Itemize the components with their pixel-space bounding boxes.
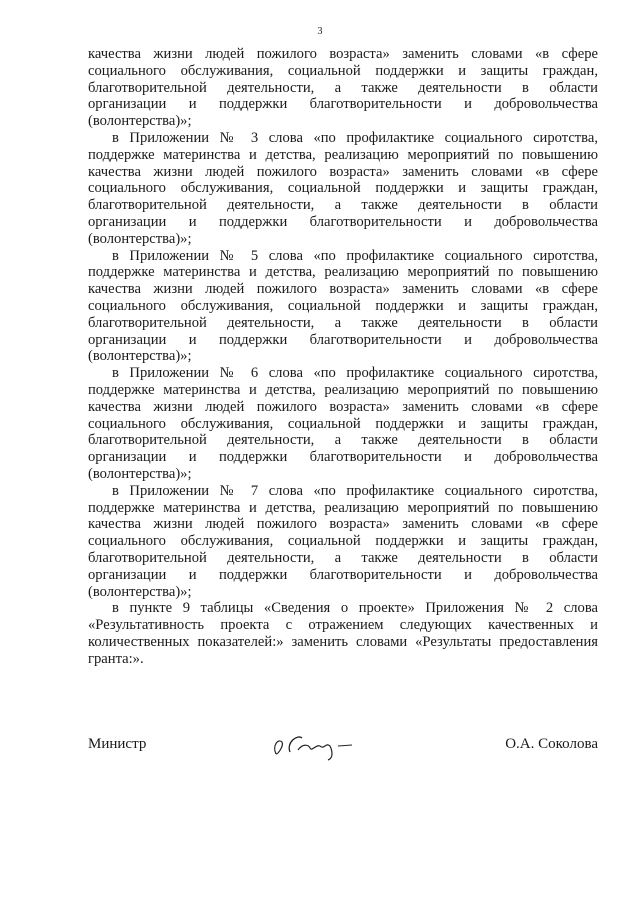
text-line: организации и поддержки благотворительности и добровольчества [88, 449, 598, 466]
text-line: благотворительной деятельности, а также деятельности в области [88, 197, 598, 214]
text-line: социального обслуживания, социальной поддержки и защиты граждан, [88, 180, 598, 197]
text-line: гранта:». [88, 650, 144, 667]
text-line: качества жизни людей пожилого возраста» заменить словами «в сфере [88, 281, 598, 298]
text-line: поддержке материнства и детства, реализацию мероприятий по повышению [88, 381, 598, 398]
text-line: организации и поддержки благотворительности и добровольчества [88, 96, 598, 113]
text-line: количественных показателей:» заменить словами «Результаты предоставления [88, 633, 598, 650]
text-line: поддержке материнства и детства, реализацию мероприятий по повышению [88, 146, 598, 163]
paragraph [88, 46, 598, 130]
text-line: (волонтерства)»; [88, 583, 192, 600]
text-line: благотворительной деятельности, а также деятельности в области [88, 549, 598, 566]
text-line: «Результативность проекта с отражением следующих качественных и [88, 617, 598, 634]
paragraph [88, 130, 598, 248]
signatory-title: Министр [88, 736, 147, 752]
text-line: качества жизни людей пожилого возраста» заменить словами «в сфере [88, 163, 598, 180]
text-line: в пункте 9 таблицы «Сведения о проекте» Приложения № 2 слова [112, 600, 598, 617]
signature-block [88, 728, 598, 758]
text-line: в Приложении № 6 слова «по профилактике социального сиротства, [112, 365, 598, 382]
text-line: (волонтерства)»; [88, 348, 192, 365]
handwritten-signature [268, 728, 378, 762]
text-line: качества жизни людей пожилого возраста» заменить словами «в сфере [88, 46, 598, 62]
text-line: социального обслуживания, социальной поддержки и защиты граждан, [88, 533, 598, 550]
text-line: социального обслуживания, социальной поддержки и защиты граждан, [88, 297, 598, 314]
paragraph [88, 483, 598, 601]
paragraph [88, 600, 598, 667]
text-line: поддержке материнства и детства, реализацию мероприятий по повышению [88, 264, 598, 281]
text-line: качества жизни людей пожилого возраста» заменить словами «в сфере [88, 398, 598, 415]
text-line: организации и поддержки благотворительности и добровольчества [88, 213, 598, 230]
text-line: в Приложении № 5 слова «по профилактике социального сиротства, [112, 247, 598, 264]
text-line: организации и поддержки благотворительности и добровольчества [88, 331, 598, 348]
paragraph [88, 365, 598, 483]
text-line: благотворительной деятельности, а также деятельности в области [88, 432, 598, 449]
text-line: поддержке материнства и детства, реализацию мероприятий по повышению [88, 499, 598, 516]
text-line: (волонтерства)»; [88, 113, 192, 130]
paragraph [88, 248, 598, 366]
text-line: социального обслуживания, социальной поддержки и защиты граждан, [88, 415, 598, 432]
text-line: качества жизни людей пожилого возраста» заменить словами «в сфере [88, 516, 598, 533]
text-line: благотворительной деятельности, а также деятельности в области [88, 79, 598, 96]
text-line: благотворительной деятельности, а также деятельности в области [88, 314, 598, 331]
text-line: в Приложении № 3 слова «по профилактике социального сиротства, [112, 129, 598, 146]
text-line: в Приложении № 7 слова «по профилактике социального сиротства, [112, 482, 598, 499]
text-line: (волонтерства)»; [88, 230, 192, 247]
text-line: социального обслуживания, социальной поддержки и защиты граждан, [88, 62, 598, 79]
document-body [88, 46, 598, 667]
signatory-name: О.А. Соколова [505, 736, 598, 752]
text-line: организации и поддержки благотворительности и добровольчества [88, 566, 598, 583]
page-number: 3 [317, 26, 323, 37]
text-line: (волонтерства)»; [88, 465, 192, 482]
